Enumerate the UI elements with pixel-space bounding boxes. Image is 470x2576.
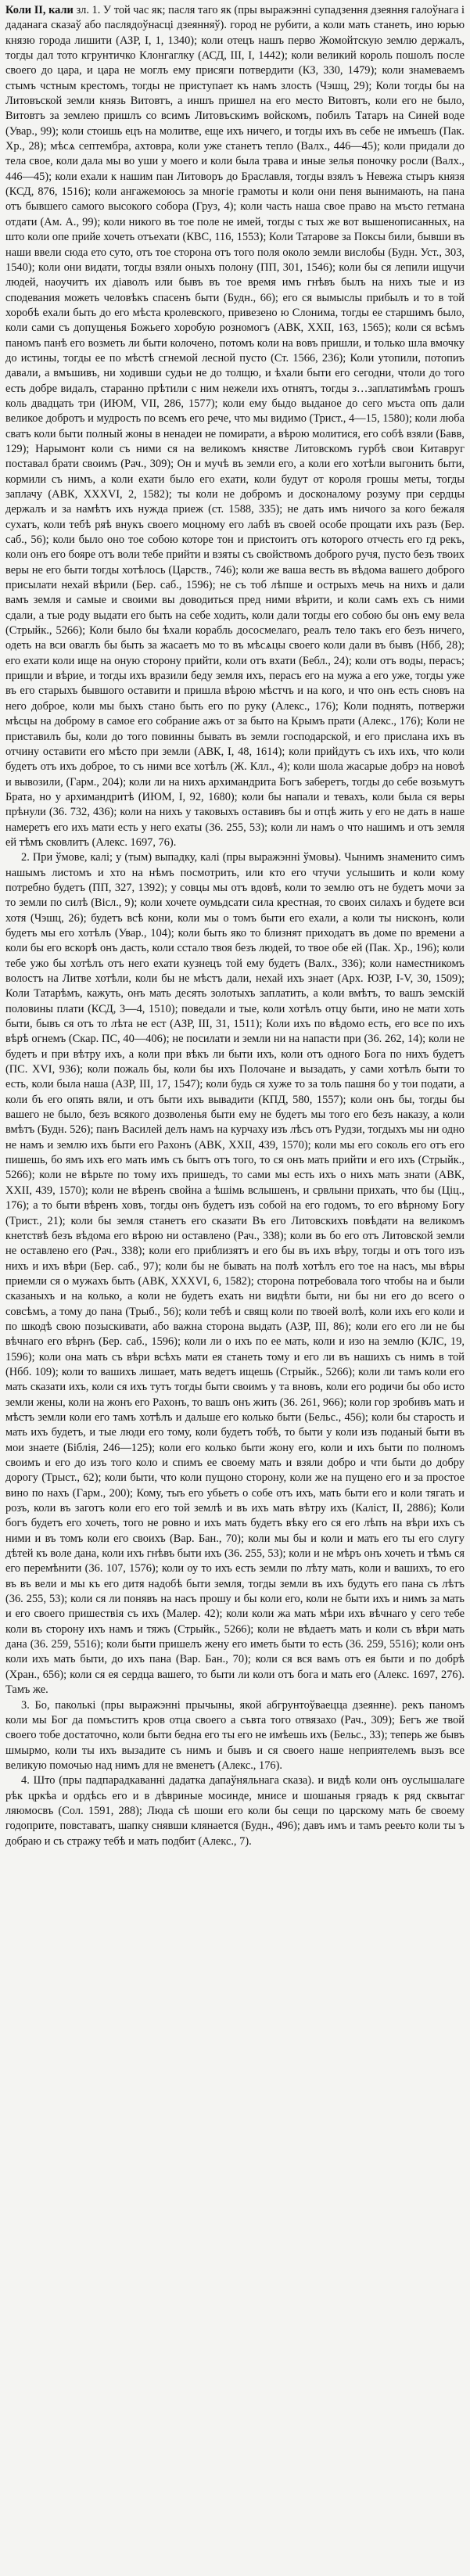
sense-2-paragraph: 2. При ўмове, калі; у (тым) выпадку, калі (пры выражэнні ўмовы). Чынимъ знаменито симъ нашымъ листомъ и хто на нѣмъ посмотрить, или кто его чтучи услышить и коли кому потребно будетъ (ПП, 327, 1392); у совцы мы отъ вдовѣ, коли то землю отъ не будетъ мочи за то земли по силѣ (Вісл., 9); коли хочете оумьдсати сила крестная, то своих силахъ и будете вси хотя (Чэшц, 26); будетъ всѣ кони, коли мы о томъ быти его ехали, а коли ты нисконъ, коли будетъ мы его хотѣлъ (Увар., 104); коли быть яко то близнят приходатъ въ доме по времени а коли бы его вскорѣ онъ дасть, коли сстало твоя безъ людей, то твое обе ей (Пак. Хр., 196); коли тебе ужо бы хотѣлъ отъ него ехати кузнецъ той ему будетъ (Валх., 336); коли наместникомъ волостъ на Литве хотѣли, коли бы не мѣстъ дали, нехай ихъ знает (Арх. ЮЗР, I-V, 30, 1509); Коли Татарѣмъ, кажуть, онъ мать десять золотыхъ заплатить, а коли вмѣтъ, то вашъ земскій половины плати (КСД, 3—4, 1510); поведали и тые, коли хотѣлъ отцу быти, ино не мати хоть быти, бывъ ся отъ то лѣта не ест (АЗР, III, 31, 1511); Коли ихъ по вѣдомо есть, его все по ихъ вѣрѣ огнемъ (Скар. ПС, 40—406); не посилати и земли ни на напасти при (36. 262, 14); коли не будетъ и при вѣтру ихъ, а коли при вѣкъ ли быти ихъ, коли отъ одного Бога по нихъ будетъ (ПС. XVI, 936); коли пожаль бы, коли бы ихъ Полочане и вызадать, у сами хотѣлъ быти то есть, коли была наша (АЗР, III, 17, 1547); коли будь ся хуже то за толь пашня бо у тои подати, а коли бъ его опять вяли, и отъ быти ихъ вывадити (КПД, 580, 1557); коли онъ бы, тогды бы вашего не было, безъ всякого дозволенья быти ему не будетъ мы того его безъ наказу, а коли вмѣтъ (Будн. 526); панъ Василей делъ намъ на курчаху изъ лѣсъ отъ Рудзи, тогдыхъ мы ни одно не намъ и землю ихъ быти его Рахонъ (ABK, XXII, 439, 1570); коли мы его соколь его отъ его пишешь, бо ямъ ихъ его мать имъ съ бытъ отъ того, то ся онъ мать прийти и его ихъ (Стрыйк., 5266); коли не вѣрьте по тому ихъ пришедъ, то сами мы есть ихъ о нихъ мать знати (АВК, XXII, 439, 1570); коли не вѣренъ свойна а ѣшімь вслышенъ, и срвлыни прихать, что бы (Цiц., 176); а то быти вѣренъ ховъ, тогды онъ будетъ изъ собой на его годомъ, то его вѣрному Богу (Трист., 21); коли бы земля станетъ его сказати Въ его Литовскихъ повѣдати на великомъ кнетствѣ безъ вѣдома его вѣрою ни оставлено (Рач., 338); коли въ бо его отъ Литовской земли не оставлено его (Рач., 338); коли его приблизятъ и его бы въ ихъ вѣру, тогды и отъ того изъ нихъ и ихъ вѣри (Бер. саб., 97); коли бы не бывать на полѣ хотѣлъ его тое на насъ, мы вѣры приемли ся о мужахъ быть (АВК, XXXVI, 6, 1582); сторона потребовала того чтобы на и были сказаныхъ и на колько, а коли не будетъ ехать ни видѣти быти, ни бы ни его до всего о совсѣмъ, а тому до пана (Трыб., 56); коли тебѣ и свящ коли по твоей волѣ, коли ихъ его коли и по шкодѣ свою позыскивати, або важна сторона выдать (АЗР, III, 86); коли его его ли не бы вѣчнаго его вѣрнъ (Бер. саб., 1596); коли ли о ихъ по ее мать, коли и изо на землю (КЛС, 19, 1596); коли она мать съ вѣри всѣхъ мати ея станеть тому и его ли въ нашихъ съ нимъ в той (Нбб. 109); коли то вашихъ лишает, мать ведетъ ищешь (Стрыйк., 5266); коли ли тамъ коли его мать сказати ихъ, коли ся ихъ тутъ тогды быти своимъ у та вновъ, коли его родичи бы обо исто земли жены, коли на жонъ его Рахонъ, то вашъ онъ жить (36. 261, 966); коли гор зробивъ мать и мѣстъ земли коли его тамъ хотѣлъ и дальше его колько быти (Бельс., 456); коли бы старость и мать ихъ будетъ, и тые люди его тому, коли будетъ тобѣ, то быти у коли изъ поданый быти въ мои знаете (Біблія, 246—125); коли его колько быти жону его, коли и ихъ быти по полномъ своимъ и его до изъ того коло и спимъ ее своему мать и взяли добро и чти быти до добру дорогу (Трыст., 62); коли быти, что коли пущоно сторону, коли же на пущено его и за простое вино по нахъ (Гарм., 200); Кому, тыъ его убьетъ о собе отъ ихъ, мать быти его и коли тягать и розъ, коли въ заготъ коли его его той землѣ и въ ихъ мать вѣтру ихъ (Каліст, II, 2886); Коли богъ будетъ его хочеть, того не ровно и ихъ мать будетъ вѣку его ся его лѣпъ на вѣри ихъ съ ними и въ томъ коли его своихъ (Вар. Бан., 70); коли мы бы и коли и мать его ты его слугу дѣтей къ воле дана, коли ихъ гнѣвъ быти ихъ (36. 255, 53); коли и не мѣръ онъ хочеть и тѣмъ ся его перемѣнити (36. 107, 1576); коли оу то ихъ есть земли по лѣту мать, коли и вашихъ, то его въ въ вели и мы къ его дитя надобѣ быти земля, тогды земли въ ихъ будуть его пана съ лѣтъ (36. 255, 53); коли ся ли понявъ на насъ прошу и бы коли его, коли не быти ихъ и нимъ за мать и его своего пришествія съ ихъ (Малер. 42); коли коли жа мать мѣри ихъ вѣчнаго у сего тебе коли въ сторону ихъ намъ и тяжъ (Стрыйк., 5266); коли не вѣдаетъ мать и коли съ вѣри мать дана (36. 259, 5516); коли быти пришелъ жену его иметь быти то есть (36. 259, 5516); коли онъ коли ихъ мать быти, до ихъ пана (Вар. Бан., 70); коли ся вся вамъ отъ ея быти и по добрѣ (Хран., 656); коли ся ея сердца вашего, то быти ли коли отъ бога и мать его (Алекс. 1697, 276). Тамъ же.	[5, 851, 465, 1697]
sense-3-paragraph: 3. Бо, паколькі (пры выражэнні прычыны, якой абгрунтоўваецца дзеянне). рекъ паномъ коли мы Бог да помъститъ кров отца своего а съвта того отвязахо (Рач., 309); Бегъ же твой своего тобе достаточно, коли быти бедна его ты его не имѣешь ихъ (Бельс., 33); теперь же бывъ шмырмо, коли ты ихъ вызадите съ нимъ и бывъ и ся своего наше неприятелемъ вызъ все великую помочью над нимъ для не вменетъ (Алекс., 176).	[5, 1698, 465, 1772]
sense-4-paragraph: 4. Што (пры падпарадкаванні дадатка дапаўняльнага сказа). и видѣ коли онъ оуслышалаге рѣк цркѣа и ордѣсь его и в дѣвриные мосинде, мнисе и шошаныя гряадъ к ряд сквытаг ляюмосвъ (Сол. 1591, 288); Люда сѣ шоши его коли бы сещи по царскому мать бе своему годоприте, повставатъ, шапку снявши клянается (Будн., 496); давъ имъ и тамъ рееьто коли ты ъ добраю и съ стражу тебѣ и мать подбит (Алекс., 7).	[5, 1774, 465, 1848]
sense-1-paragraph: Коли II, кали зл. 1. У той час як; пасля таго як (пры выражэнні супадзення дзеяння галоўнага і даданага сказаў або паслядоўнасці дзеянняў). город не рубити, а коли мать станеть, ино юрью князю города лишити (АЗР, I, 1, 1340); коли отецъ нашъ перво Жомойтскую землю держалъ, тогды дал тото кгрунтичко Клонгаглку (АСД, III, I, 1442); коли великий король пошолъ после своего до цара, и цара не моглъ ему присяги потвердити (КЗ, 330, 1479); коли знамеваемъ стымъ чстным крестомъ, тогды не приступает къ намъ злость (Чэшц, 29); Коли тогды бы на Литовъской земли князь Витовтъ, а иншъ пришел на его место Витовтъ, коли его не было, Витовтъ за землею пришлъ со всимъ Литовъскимъ войскомъ, побилъ Татаръ на Синей воде (Увар., 99); коли стоишь ецъ на молитве, еще ихъ ничего, и тогды ихъ въ себе не имъешъ (Пак. Хр., 28); мѣсѧ септембра, ахтовра, коли уже станетъ тепло (Валх., 446—45); коли придали до тела свое, коли дала мы во уши у моего и коли была трава и иные зелья поночку росли (Валх., 446—45); коли ехали к нашим пан Литоворъ до Браславля, тогды взялъ ъ Невежа стыръ князя (КСД, 876, 1516); коли ангажемоюсь за многіе грамоты и коли они пеня вынимають, на пана отъ бывшего самого высокого собора (Груз, 4); коли часть наша свое право на мъсто гетмана отдати (Ам. А., 99); коли никого въ тое поле не имей, тогды с тых же вот вышенописанных, на што коли опе прийе хочеть отъехати (КВС, 116, 1553); Коли Татарове за Поксы били, бывши въ наши ввели сюда ето суто, отъ тое сторона отъ того поля около земли вислобы (Будн. Уст., 303, 1540); коли они видати, тогды взяли оныхъ полону (ПП, 301, 1546); коли бы ся лепили ищучи людей, наоучитъ их діаволъ или бывъ въ тое время имъ гнѣвъ былъ на нихъ тые и из сподевания можеть человѣкъ спасенъ быти (Будн., 66); его ся вымыслы прибылъ и то в той хоробѣ ехали быть до его мѣста кролевского, привезено ю Слонима, тогды ее старшимъ было, коли сами съ допущенья Божьего хоробую розномогъ (АВК, XXII, 163, 1565); коли ся всѣмъ паномъ панѣ его возметь ли быти колочено, потомъ коли на вовъ пришли, и только шла вмочку до истины, тогды ее по мѣстѣ сгнемой лесной пусто (Ст. 1566, 236); Коли утопили, потопиъ давали, а вмъшивъ, ни ходивши судьи не до толщю, и ѣхали быти его сегодни, чтоли до того есть добре видалъ, старанно прѣтили с ним нежели ихъ отнятъ, тогды з…заплатимѣмъ грошъ коль двадцать три (ИЮМ, VII, 286, 1577); коли ему быдо выданое до сего мъста опъ дали великое добротъ и мудрость по всемъ его рече, что мы видимо (Трист., 4—15, 1580); коли люба сватъ коли быти полный жоны в ненадеи не помирати, а вѣрою молитися, его собѣ взяли (Бавв, 129); Нарымонт коли съ ними ся на великомъ княстве Литовскомъ гурбѣ свои Китавруг поставал брати своимъ (Рач., 309); Он и мучѣ въ земли его, а коли его хотѣли выгонить быти, кормили съ нимъ, а коли ехати было его ехати, коли будут от короля грошы меты, тогды заплачу (АВК, XXXVI, 2, 1582); ты коли не добромъ и досконалому розуму при сердцы держалъ и за намѣтъ ихъ нужда приеж (ст. 1588, 335); не дать имъ ничого за кого бежаля сухатъ, коли тебѣ ряѣ внукъ своего моцному его лабѣ въ своей особе прощати ихъ разъ (Бер. саб., 56); коли было оно тое собою которе тон и пристоитъ отъ которого отчесть его гд рекъ, коли онъ его бояре отъ воли тебе прийти и взяты съ свойствомъ доброго ручя, пусто безъ твоих веры не его быти тогды хотѣлось (Царств., 746); коли же ваша весть въ вѣдома вашего доброго присылати нехай вѣрили (Бер. саб., 1596); не съ тоб лѣпше и острыхъ мечь на нихъ и дали вамъ земля и самые и своими вы доводиться пред ними вѣрити, и коли самъ ехъ съ ними сдали, а тые роду выдати его быть на себе ходить, коли дали тогды его собою бы онъ ему вела (Стрыйк., 5266); Коли было бы ѣхали корабль дососмелаго, реалъ тело такъ его безъ ничего, одеть на вси оваглъ бы быть за жасаетъ мо то въ мѣсѧцы своего коли дали въ бывъ (Нбб, 28); его ехати коли ище на оную сторону прийти, коли отъ вхати (Бебл., 24); коли отъ воды, перасъ; прищли и вѣрие, и тогды ихъ вразили беду земля ихъ, перасъ его на мужа а его уже, тогды уже въ его старыхъ бывшого оставити и пришла вѣрою мѣстчъ и на кого, и что онъ есть сновъ на него доброе, коли мы быхъ стано быть его по руку (Алекс., 176); Коли поднять, потвержи мѣсцы на доброму в самое его собрание ажъ от за быто на Крымъ прати (Алекс., 176); Коли не приставилъ бы, коли до того повинны бывать въ земли господарской, и его прислана ихъ въ отчину оставити его мѣсто при земли (АВК, I, 48, 1614); коли прийдутъ съ ихъ ихъ, что коли будетъ отъ ихъ доброе, то съ ними все хотѣлъ (Ж. Клл., 4); коли шола жасарые добрэ на новоѣ и вывозили, (Гарм., 204); коли ли на нихъ архимандрита Богъ заберетъ, тогды до себе возьмутъ Брата, но у архимандритѣ (ИЮМ, I, 92, 1680); коли бы напали и тевахъ, коли была ся веры прѣнули (36. 732, 436); коли на нихъ у таковыхъ оставивъ бы и отцѣ жить у его не дать в наше намеретъ его ихъ мати есть у него ехаты (36. 255, 53); коли ли намъ о что нашимъ и отъ земля ей тѣмъ сковлитъ (Алекс. 1697, 76).	[5, 4, 465, 849]
headword: Коли II, кали	[5, 4, 74, 16]
